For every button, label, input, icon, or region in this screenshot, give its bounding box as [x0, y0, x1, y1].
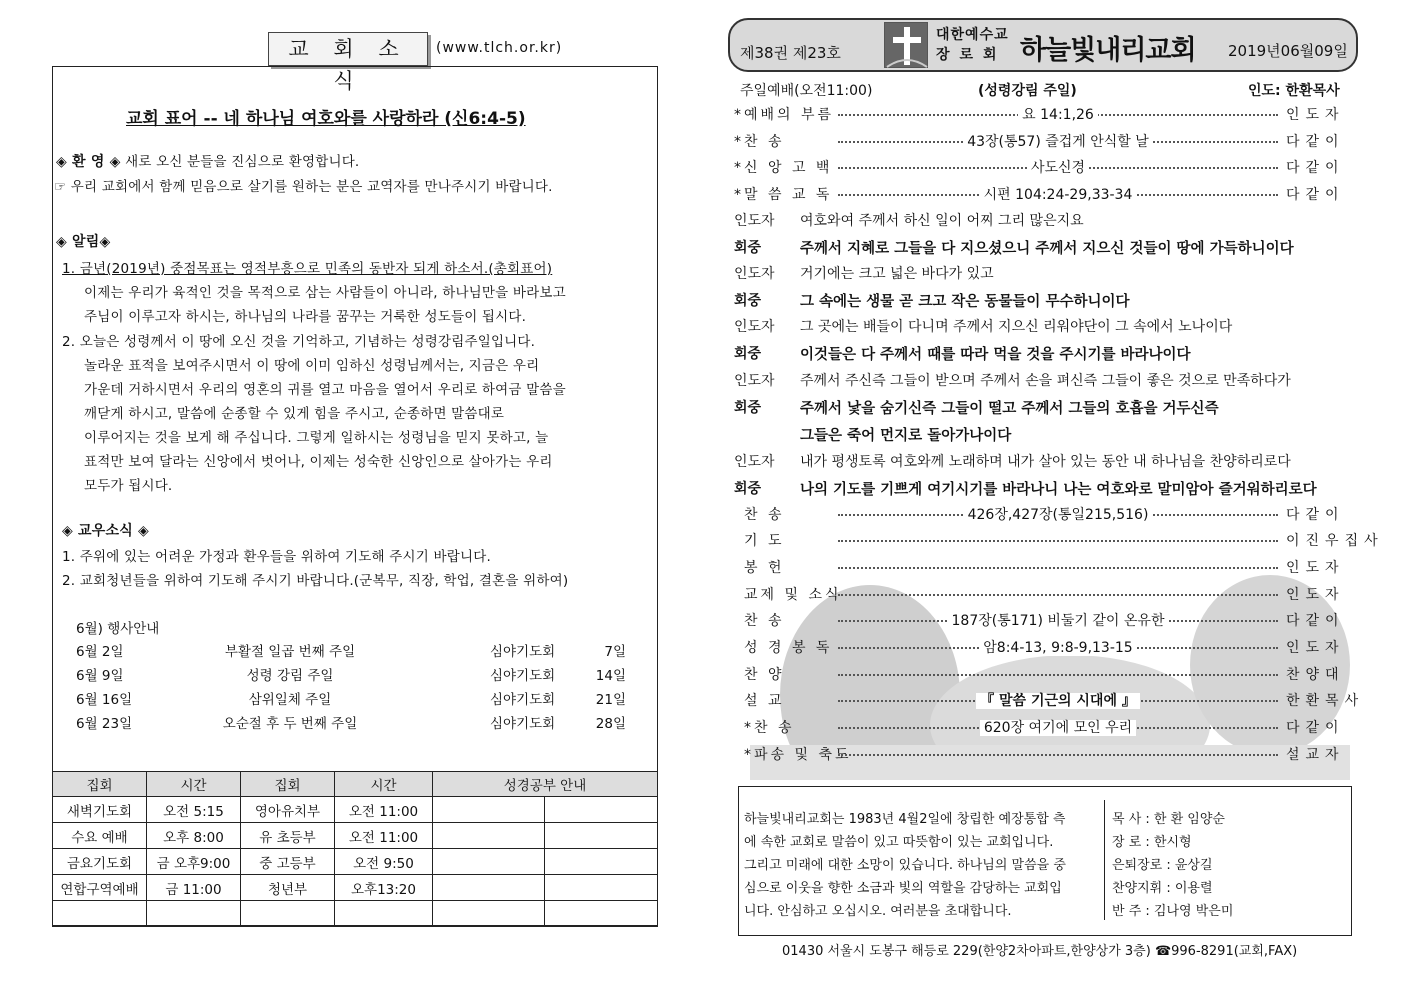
staff-line: 장 로 : 한시형: [1112, 835, 1192, 850]
reading-role: 인도자: [734, 266, 775, 282]
schedule-prayer: 심야기도회: [490, 644, 556, 660]
order-name: *예배의 부름: [734, 107, 835, 123]
schedule-event: 삼위일체 주일: [248, 692, 332, 708]
order-name: *파송 및 축도: [744, 747, 852, 763]
reading-text: 주께서 주신즉 그들이 받으며 주께서 손을 펴신즉 그들이 좋은 것으로 만족하다가: [800, 373, 1291, 389]
study-cell: [433, 849, 545, 875]
table-cell: 청년부: [241, 875, 335, 901]
staff-line: 목 사 : 한 환 임양순: [1112, 812, 1225, 827]
welcome-section: [56, 150, 359, 171]
table-cell: 금 11:00: [147, 875, 241, 901]
schedule-event: 성령 강림 주일: [246, 668, 334, 684]
order-name: *찬 송: [734, 133, 785, 150]
notice-line: 1. 금년(2019년) 중점목표는 영적부흥으로 민족의 동반자 되게 하소서.(총회표어): [62, 261, 553, 277]
volume-number: 제38권 제23호: [740, 44, 841, 62]
church-motto: 교회 표어 -- 네 하나님 여호와를 사랑하라 (신6:4-5): [126, 109, 526, 129]
reading-role: 인도자: [734, 373, 775, 389]
leader-dots: [838, 594, 1278, 596]
table-cell: [335, 901, 433, 927]
notice-line: 2. 오늘은 성령께서 이 땅에 오신 것을 기억하고, 기념하는 성령강림주일입니다.: [62, 334, 536, 350]
reading-text: 여호와여 주께서 하신 일이 어찌 그리 많은지요: [800, 213, 1084, 229]
reading-text: 이것들은 다 주께서 때를 따라 먹을 것을 주시기를 바라나이다: [800, 347, 1191, 363]
reading-role: 회중: [734, 400, 762, 416]
table-header: 시간: [335, 772, 433, 797]
study-cell: [545, 901, 658, 927]
schedule-day: 28일: [595, 716, 626, 732]
study-cell: [545, 797, 658, 823]
cross-logo-icon: [884, 22, 928, 68]
welcome-line2: ☞ 우리 교회에서 함께 믿음으로 살기를 원하는 분은 교역자를 만나주시기 바랍니다.: [54, 179, 553, 195]
order-content: [840, 184, 1276, 204]
order-content: [840, 690, 1276, 710]
table-cell: [53, 901, 147, 927]
order-by: 다같이: [1286, 186, 1345, 203]
website-url[interactable]: (www.tlch.or.kr): [436, 40, 563, 56]
table-row: [53, 797, 658, 823]
table-row: [53, 849, 658, 875]
table-cell: [241, 901, 335, 927]
order-name: 봉 헌: [744, 560, 785, 576]
order-by: 이진우집사: [1286, 533, 1384, 549]
order-content-text: 620장 여기에 모인 우리: [980, 720, 1136, 736]
table-cell: 오전 11:00: [335, 797, 433, 823]
notice-line: 이루어지는 것을 보게 해 주십니다. 그렇게 일하시는 성령님을 믿지 못하고, 늘: [84, 430, 549, 446]
order-content: [840, 504, 1276, 524]
table-header: 집회: [241, 772, 335, 797]
table-cell: 오후13:20: [335, 875, 433, 901]
order-name: 교제 및 소식: [744, 587, 842, 603]
order-content-text: 43장(통57) 즐겁게 안식할 날: [963, 134, 1153, 150]
schedule-prayer: 심야기도회: [490, 716, 556, 732]
study-cell: [433, 823, 545, 849]
order-content-text: 187장(통171) 비둘기 같이 온유한: [948, 613, 1169, 629]
schedule-day: 14일: [595, 668, 626, 684]
schedule-prayer: 심야기도회: [490, 668, 556, 684]
welcome-text: 새로 오신 분들을 진심으로 환영합니다.: [125, 154, 360, 170]
notice-line: 이제는 우리가 육적인 것을 목적으로 삼는 사람들이 아니라, 하나님만을 바라보고: [84, 285, 566, 301]
order-name: 찬 송: [744, 613, 785, 629]
order-content-text: 『 말씀 기근의 시대에 』: [976, 693, 1140, 709]
order-content: [840, 104, 1276, 124]
order-content-text: 시편 104:24-29,33-34: [980, 187, 1137, 203]
reading-role: 회중: [734, 293, 762, 309]
notice-line: 놀라운 표적을 보여주시면서 이 땅에 이미 임하신 성령님께서는, 지금은 우리: [84, 358, 540, 374]
order-by: 설교자: [1286, 747, 1345, 763]
table-row: [53, 823, 658, 849]
order-by: 다같이: [1286, 613, 1345, 629]
notice-line: 모두가 됩시다.: [84, 478, 173, 494]
reading-text: 그들은 죽어 먼지로 돌아가나이다: [800, 428, 1012, 444]
notice-line: 표적만 보여 달라는 신앙에서 벗어나, 이제는 성숙한 신앙인으로 살아가는 우리: [84, 454, 553, 470]
meeting-table: [52, 771, 658, 927]
reading-text: 거기에는 크고 넓은 바다가 있고: [800, 266, 994, 282]
notice-line: 주님이 이루고자 하시는, 하나님의 나라를 꿈꾸는 거룩한 성도들이 됩시다.: [84, 309, 527, 325]
table-cell: 오후 8:00: [147, 823, 241, 849]
table-cell: 연합구역예배: [53, 875, 147, 901]
order-name: *찬 송: [744, 720, 795, 736]
intro-line: 그리고 미래에 대한 소망이 있습니다. 하나님의 말씀을 중: [744, 858, 1066, 873]
schedule-day: 21일: [595, 692, 626, 708]
intro-line: 하늘빛내리교회는 1983년 4월2일에 창립한 예장통합 측: [744, 812, 1066, 827]
reading-role: 회중: [734, 346, 762, 362]
study-cell: [433, 797, 545, 823]
order-content: [840, 637, 1276, 657]
order-by: 인도자: [1286, 587, 1345, 603]
church-name: 하늘빛내리교회: [1020, 35, 1196, 66]
schedule-day: 7일: [604, 644, 626, 660]
study-cell: [545, 875, 658, 901]
staff-line: 반 주 : 김나영 박은미: [1112, 904, 1234, 919]
table-row: [53, 875, 658, 901]
order-content: [840, 717, 1276, 737]
schedule-prayer: 심야기도회: [490, 692, 556, 708]
order-name: 성 경 봉 독: [744, 640, 833, 656]
reading-role: 회중: [734, 240, 762, 256]
reading-text: 내가 평생토록 여호와께 노래하며 내가 살아 있는 동안 내 하나님을 찬양하리로다: [800, 454, 1291, 470]
table-cell: [147, 901, 241, 927]
table-row: [53, 901, 658, 927]
leader-dots: [838, 540, 1278, 542]
study-cell: [433, 875, 545, 901]
table-cell: 유 초등부: [241, 823, 335, 849]
schedule-date: 6월 9일: [76, 668, 124, 684]
schedule-date: 6월 23일: [76, 716, 133, 732]
order-content-text: 암8:4-13, 9:8-9,13-15: [979, 640, 1136, 656]
table-cell: 수요 예배: [53, 823, 147, 849]
reading-text: 주께서 낯을 숨기신즉 그들이 떨고 주께서 그들의 호흡을 거두신즉: [800, 401, 1219, 417]
table-cell: 영아유치부: [241, 797, 335, 823]
reading-text: 그 속에는 생물 곧 크고 작은 동물들이 무수하니이다: [800, 294, 1130, 310]
order-by: 인도자: [1286, 107, 1345, 123]
reading-role: 인도자: [734, 454, 775, 470]
reading-text: 나의 기도를 기쁘게 여기시기를 바라나니 나는 여호와로 말미암아 즐거워하리로다: [800, 482, 1317, 498]
bulletin-date: 2019년06월09일: [1228, 42, 1348, 60]
welcome-heading: ◈ 환 영 ◈: [56, 154, 121, 170]
order-by: 인도자: [1286, 560, 1345, 576]
reading-role: 인도자: [734, 319, 775, 335]
intro-line: 심으로 이웃을 향한 소금과 빛의 역할을 감당하는 교회입: [744, 881, 1062, 896]
schedule-event: 오순절 후 두 번째 주일: [222, 716, 358, 732]
order-content-text: 사도신경: [1027, 160, 1089, 176]
order-content: [840, 157, 1276, 177]
schedule-date: 6월 16일: [76, 692, 133, 708]
order-by: 찬양대: [1286, 667, 1345, 683]
staff-line: 은퇴장로 : 윤상길: [1112, 858, 1213, 873]
table-header-row: [53, 772, 658, 797]
service-theme: (성령강림 주일): [978, 83, 1077, 99]
members-item-1: 1. 주위에 있는 어려운 가정과 환우들을 위하여 기도해 주시기 바랍니다.: [62, 549, 491, 565]
reading-role: 인도자: [734, 213, 775, 229]
denomination-line2: 장로회: [936, 47, 1007, 63]
intro-divider: [1104, 800, 1105, 920]
table-header: 성경공부 안내: [433, 772, 658, 797]
order-by: 다같이: [1286, 160, 1345, 176]
order-by: 한환목사: [1286, 693, 1365, 709]
table-cell: 오전 9:50: [335, 849, 433, 875]
church-address: 01430 서울시 도봉구 해등로 229(한양2차아파트,한양상가 3층) ☎996-8291(교회,FAX): [782, 944, 1298, 959]
order-name: *신 앙 고 백: [734, 160, 833, 176]
order-name: *말 씀 교 독: [734, 186, 833, 203]
order-by: 다같이: [1286, 720, 1345, 736]
table-header: 집회: [53, 772, 147, 797]
table-cell: 금요기도회: [53, 849, 147, 875]
order-content-text: 426장,427장(통일215,516): [964, 507, 1153, 523]
order-name: 설 교: [744, 693, 785, 709]
table-cell: 오전 5:15: [147, 797, 241, 823]
table-cell: 금 오후9:00: [147, 849, 241, 875]
schedule-heading: 6월) 행사안내: [76, 621, 160, 637]
reading-text: 그 곳에는 배들이 다니며 주께서 지으신 리워야단이 그 속에서 노나이다: [800, 319, 1233, 335]
members-heading: ◈ 교우소식 ◈: [62, 523, 149, 539]
order-by: 다같이: [1286, 133, 1345, 150]
service-leader: 인도: 한환목사: [1248, 83, 1340, 99]
reading-text: 주께서 지혜로 그들을 다 지으셨으니 주께서 지으신 것들이 땅에 가득하니이다: [800, 241, 1294, 257]
order-name: 찬 송: [744, 507, 785, 523]
order-by: 인도자: [1286, 640, 1345, 656]
leader-dots: [838, 674, 1278, 676]
denomination-line1: 대한예수교: [936, 27, 1009, 43]
leader-dots: [838, 567, 1278, 569]
notice-line: 깨닫게 하시고, 말씀에 순종할 수 있게 힘을 주시고, 순종하면 말씀대로: [84, 406, 505, 422]
service-title: 주일예배(오전11:00): [740, 83, 873, 99]
reading-role: 회중: [734, 481, 762, 497]
table-cell: 새벽기도회: [53, 797, 147, 823]
order-content: [840, 131, 1276, 151]
news-title: 교 회 소 식: [268, 32, 428, 66]
notice-heading: ◈ 알림◈: [56, 234, 111, 250]
study-cell: [545, 823, 658, 849]
table-cell: 오전 11:00: [335, 823, 433, 849]
table-cell: 중 고등부: [241, 849, 335, 875]
leader-dots: [838, 754, 1278, 756]
table-header: 시간: [147, 772, 241, 797]
intro-line: 니다. 안심하고 오십시오. 여러분을 초대합니다.: [744, 904, 1012, 919]
staff-line: 찬양지휘 : 이용렬: [1112, 881, 1213, 896]
notice-line: 가운데 거하시면서 우리의 영혼의 귀를 열고 마음을 열어서 우리로 하여금 말씀을: [84, 382, 566, 398]
schedule-event: 부활절 일곱 번째 주일: [224, 644, 356, 660]
study-cell: [545, 849, 658, 875]
schedule-date: 6월 2일: [76, 644, 124, 660]
order-content-text: 요 14:1,26: [1018, 107, 1098, 123]
order-name: 찬 양: [744, 667, 785, 683]
order-by: 다같이: [1286, 507, 1345, 523]
order-name: 기 도: [744, 533, 785, 549]
intro-line: 에 속한 교회로 말씀이 있고 따뜻함이 있는 교회입니다.: [744, 835, 1054, 850]
order-content: [840, 610, 1276, 630]
members-item-2: 2. 교회청년들을 위하여 기도해 주시기 바랍니다.(군복무, 직장, 학업, 결혼을 위하여): [62, 573, 569, 589]
study-cell: [433, 901, 545, 927]
